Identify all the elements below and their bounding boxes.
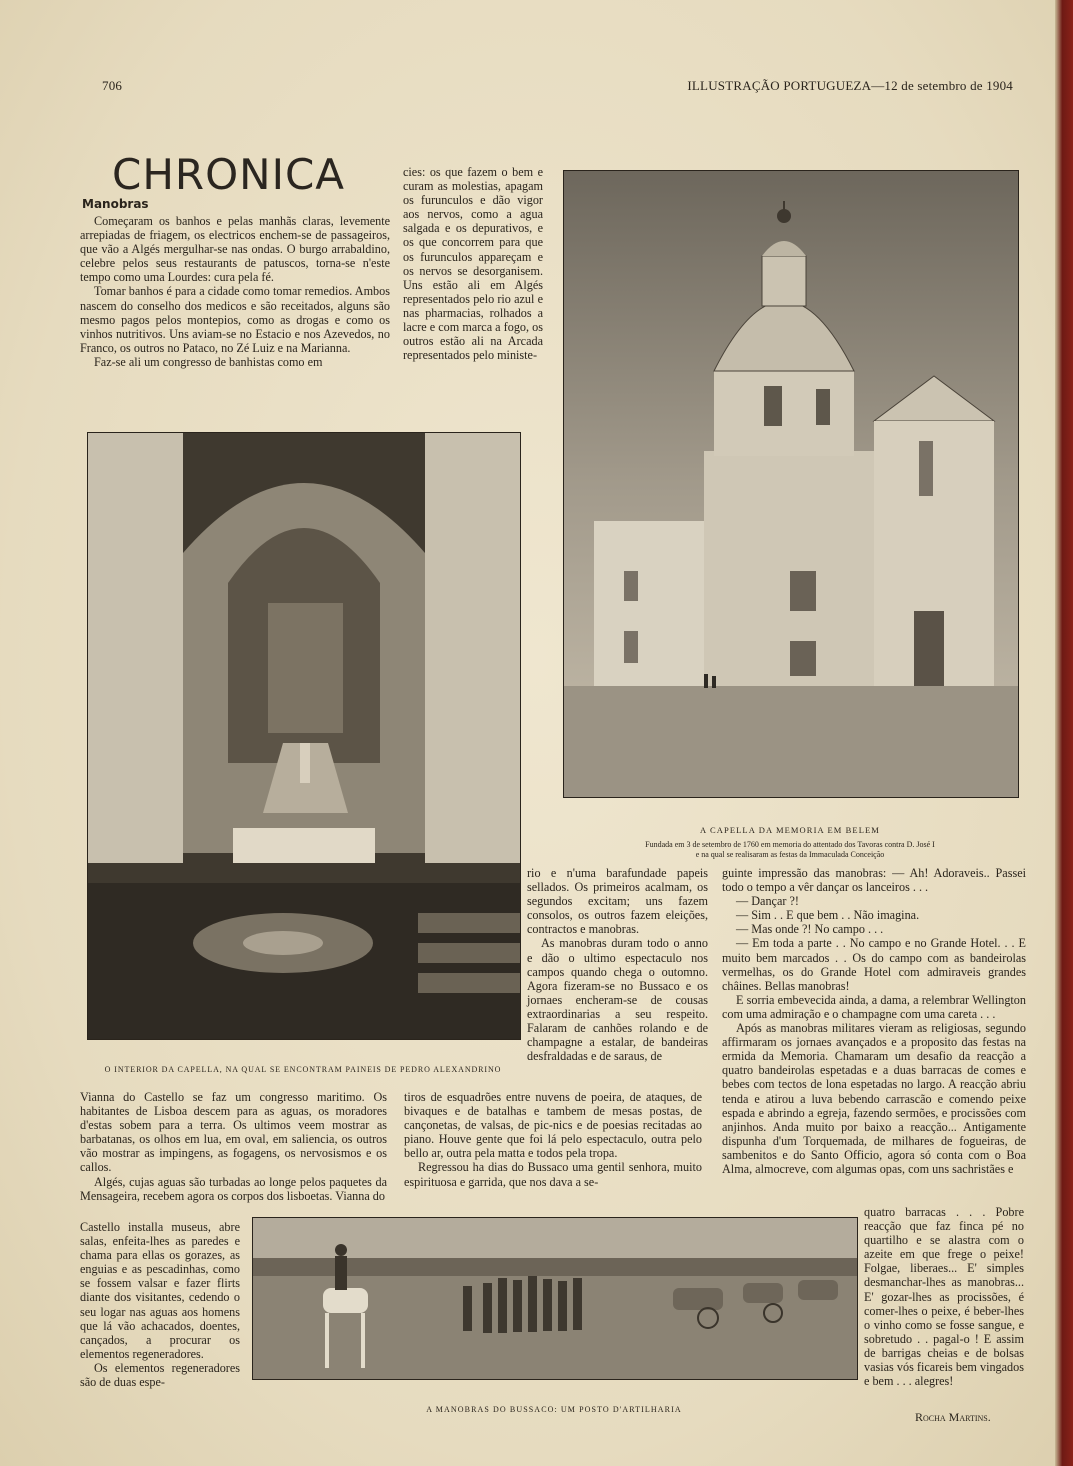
column-right-narrow: [864, 1205, 1024, 1388]
paragraph: cies: os que fazem o bem e curam as molestias, apagam os furunculos e dão vigor aos nervos, como a agua salgada e os depurativos, e os que concorrem para que os furunculos appareçam e os nervos se desorganisem. Uns estão ali em Algés representados pelo rio azul e nas pharmacias, rolhados a lacre e com marca a fogo, os outros estão ali na Arcada representados pelo ministe-: [403, 165, 543, 363]
paragraph: Faz-se ali um congresso de banhistas como em: [94, 354, 323, 369]
paragraph: — Dançar ?!: [736, 894, 799, 909]
chapel-interior-illustration: [88, 433, 520, 1039]
column-middle: [527, 866, 708, 1063]
column-2: [403, 165, 543, 362]
paragraph: Tomar banhos é para a cidade como tomar remedios. Ambos nascem do conselho dos medicos e são receitados, alguns são mesmo pagos pelos montepios, como as drogas e como os vinhos nutritivos. Uns aviam-se no Estacio e nos Azevedos, no Franco, os outros no Pataco, no Zé Luiz e na Marianna.: [80, 284, 390, 355]
paragraph: Castello installa museus, abre salas, enfeita-lhes as paredes e chama para ellas os gorazes, as enguias e as pescadinhas, como se fossem valsar e fazer flirts diante dos visitantes, cedendo o seu logar nas aguas aos homens que lá vão achacados, doentes, cançados, a procurar os elementos regeneradores.: [80, 1220, 240, 1361]
paragraph: quatro barracas . . . Pobre reacção que faz finca pé no quartilho e se alastra com o azeite em que frege o peixe! Folgae, liberaes... E' simples desmanchar-lhes as manobras... E' gozar-lhes as procissões, é comer-lhes o peixe, é beber-lhes o vinho como se fosse sangue, e sobretudo . . pagal-o ! E assim de barrigas cheias e de bolsas vasias vós ficareis bem vingados e bem . . . alegres!: [864, 1205, 1024, 1389]
church-subcaption-1: Fundada em 3 de setembro de 1760 em memoria do attentado dos Tavoras contra D. José I: [645, 840, 935, 849]
paragraph: tiros de esquadrões entre nuvens de poeira, de ataques, de bivaques e de batalhas e tambem de mesas postas, de cançonetas, de valsas, de pic-nics e de poesias recitadas ao piano. Houve gente que foi lá pelo espectaculo, outra pelo bello ar, outra pela matta e todos pela tropa.: [404, 1090, 702, 1161]
chapel-interior-photo: [87, 432, 521, 1040]
paragraph: guinte impressão das manobras: — Ah! Adoraveis.. Passei todo o tempo a vêr dançar os lanceiros . . .: [722, 866, 1026, 895]
paragraph: Regressou ha dias do Bussaco uma gentil senhora, muito espirituosa e garrida, que nos dava a se-: [404, 1160, 702, 1189]
paragraph: As manobras duram todo o anno e dão o ultimo espectaculo nos campos quando chega o outomno. Agora fizeram-se no Bussaco e os jornaes encheram-se de cousas extraordinarias a seu respeito. Falaram de canhões rolando e de champagne a estalar, de bandeiras desfraldadas e de saraus, de: [527, 936, 708, 1064]
paragraph: — Sim . . E que bem . . Não imagina.: [736, 908, 920, 923]
column-right: [722, 866, 1026, 1176]
author-signature: Rocha Martins.: [915, 1410, 991, 1424]
publication-header: ILLUSTRAÇÃO PORTUGUEZA—12 de setembro de 1904: [687, 78, 1013, 93]
interior-caption: O INTERIOR DA CAPELLA, NA QUAL SE ENCONTRAM PAINEIS DE PEDRO ALEXANDRINO: [104, 1065, 502, 1074]
paragraph: Os elementos regeneradores são de duas espe-: [80, 1360, 240, 1390]
paragraph: E sorria embevecida ainda, a dama, a relembrar Wellington com uma admiração e o champagne com uma careta . . .: [722, 992, 1026, 1021]
article-title: CHRONICA: [112, 150, 346, 199]
column-lower-left-narrow: [80, 1220, 240, 1389]
church-photo: [563, 170, 1019, 798]
church-subcaption-2: e na qual se realisaram as festas da Immaculada Conceição: [695, 850, 885, 859]
article-subtitle: Manobras: [82, 197, 149, 211]
paragraph: Após as manobras militares vieram as religiosas, segundo affirmaram os jornaes avançados e a proposito das festas na ermida da Memoria. Chamaram um desafio da reacção a quatro bandeirolas espetadas e a duas barracas de comes e bebes com tectos de lona espetadas no largo. A reacção abriu tenda e atirou a luva bebendo carrascão e comendo peixe espada e abrindo a egreja, fazendo sermões, e procissões com anjinhos. Anda muito por baixo a reacção... Antigamente dispunha d'um Torquemada, de milhares de fogueiras, de sambenitos e do Santo Officio, agora só conta com o Boa Alma, almocreve, com algumas opas, com uns sachristães e: [722, 1021, 1026, 1176]
column-lower-middle: [404, 1090, 702, 1189]
paragraph: rio e n'uma barafundade papeis sellados. Os primeiros acalmam, os segundos excitam; uns fazem consolos, os outros fazem eleições, contractos e manobras.: [527, 866, 708, 937]
paragraph: — Mas onde ?! No campo . . .: [736, 922, 884, 937]
church-illustration: [564, 171, 1018, 797]
binding-spine: [1055, 0, 1073, 1466]
artillery-caption: A MANOBRAS DO BUSSACO: UM POSTO D'ARTILHARIA: [426, 1405, 682, 1414]
paragraph: Vianna do Castello se faz um congresso maritimo. Os habitantes de Lisboa descem para as aguas, os moradores d'estas sobem para a terra. Os ultimos veem mostrar as barbatanas, os olhos em lua, em oval, em saliencia, os outros vão mostrar as impingens, as fogagens, os nervosismos e os callos.: [80, 1090, 387, 1175]
artillery-photo: [252, 1217, 858, 1380]
column-1: [80, 214, 390, 369]
paragraph: Começaram os banhos e pelas manhãs claras, levemente arrepiadas de friagem, os electricos enchem-se de passageiros, que vão a Algés mergulhar-se nas ondas. O burgo arrabaldino, celebre pelos seus restaurants de patuscos, torna-se n'este tempo como uma Lourdes: cura pela fé.: [80, 214, 390, 285]
paragraph: Algés, cujas aguas são turbadas ao longe pelos paquetes da Mensageira, recebem agora os corpos dos lisboetas. Vianna do: [80, 1174, 387, 1203]
church-caption: A CAPELLA DA MEMORIA EM BELEM: [700, 825, 880, 835]
column-lower-left: [80, 1090, 387, 1203]
paragraph: — Em toda a parte . . No campo e no Grande Hotel. . . E muito bem marcados . . Os do campo com as bandeirolas vermelhas, os do Grande Hotel com admiraveis grandes châines. Bellas manobras!: [722, 936, 1026, 993]
page-number: 706: [102, 78, 123, 93]
artillery-illustration: [253, 1218, 857, 1379]
